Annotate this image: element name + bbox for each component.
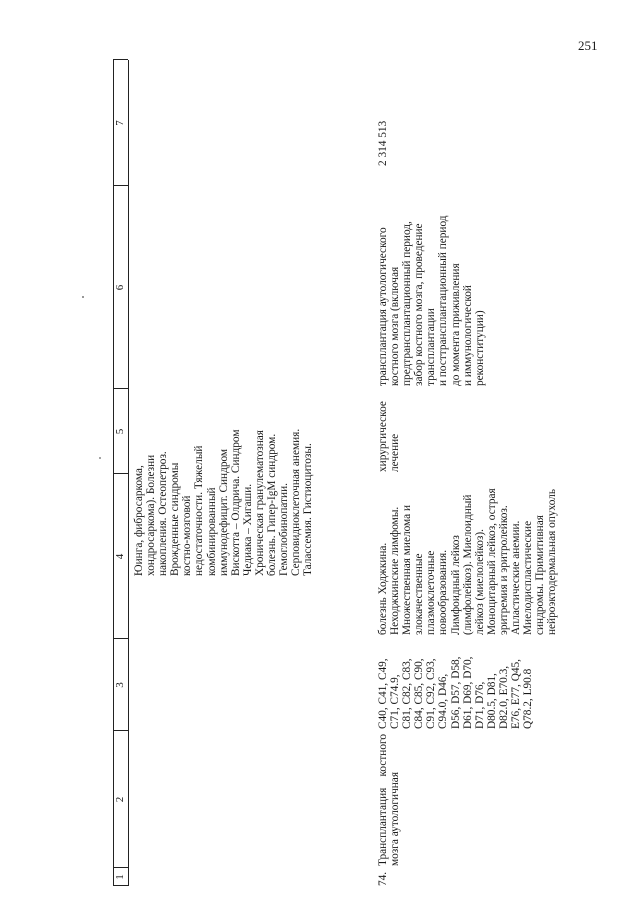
text-line: Миелодиспластические — [522, 520, 535, 635]
column-header-7: 7 — [114, 120, 126, 126]
text-line: (лимфолейкоз). Миелоидный — [461, 494, 474, 635]
text-line: и иммунологической — [461, 285, 474, 386]
column-header-2: 2 — [114, 796, 126, 803]
scan-speck — [99, 457, 101, 459]
text-line: D82.0, E70.3, — [497, 665, 510, 729]
text-line: костного мозга (включая — [389, 266, 402, 386]
text-line: эритремия и эритролейкоз. — [497, 505, 510, 635]
text-line: синдромы. Примитивная — [534, 515, 547, 635]
treatment-method-cell — [377, 190, 486, 386]
text-line: Юинга, фибросаркома, — [133, 465, 145, 576]
text-line: C94.0, D46, — [437, 673, 450, 729]
text-line: C71, C74.9, — [389, 674, 402, 729]
cost-cell — [377, 66, 389, 166]
text-line: плазмоклеточные — [425, 550, 438, 635]
text-line: Хроническая гранулематозная — [253, 430, 266, 576]
text-line: C84, C85, C90, — [413, 658, 426, 729]
text-line: лейкоз (миелолейкоз). — [473, 529, 486, 635]
rotated-row-74 — [113, 60, 629, 886]
text-line: Врожденные синдромы — [169, 462, 182, 576]
text-line: Чедиака – Хигаши. — [241, 483, 254, 576]
column-header-6: 6 — [114, 284, 126, 291]
text-line: Q78.2, L90.8 — [522, 668, 535, 729]
text-line: реконституции) — [473, 310, 486, 386]
page-number: 251 — [578, 38, 598, 53]
text-line: Апластические анемии. — [510, 520, 523, 635]
text-line: Моноцитарный лейкоз, острая — [485, 488, 498, 635]
text-line: злокачественные — [413, 553, 426, 635]
text-line: Серповидноклеточная анемия. — [290, 428, 303, 576]
text-line: мозга аутологичная — [389, 771, 402, 866]
text-line: недостаточности. Тяжелый — [193, 445, 206, 576]
text-line: Лимфоидный лейкоз — [449, 535, 462, 635]
text-line: C81, C82, C83, — [401, 658, 414, 729]
text-line: хондросаркома). Болезни — [145, 454, 158, 576]
text-line: D56, D57, D58, — [449, 656, 462, 729]
text-line: нейроэктодермальная опухоль — [546, 489, 559, 635]
icd-codes-cell — [377, 641, 534, 729]
text-line: комбинированный — [205, 487, 218, 576]
text-line: Гемоглобинопатии. — [278, 483, 291, 576]
cost-value: 2 314 513 — [377, 120, 389, 166]
text-line: лечение — [389, 433, 402, 472]
text-line: до момента приживления — [449, 263, 462, 386]
column-header-5: 5 — [114, 428, 126, 435]
column-header-1: 1 — [114, 874, 126, 880]
text-line: болезнь. Гипер-IgM синдром. — [266, 433, 279, 576]
text-line: накопления. Остеопетроз. — [157, 451, 170, 576]
column-header-4: 4 — [114, 553, 126, 560]
text-line: иммунодефицит. Синдром — [217, 448, 230, 576]
text-line: Талассемия. Гистиоцитозы. — [302, 443, 315, 576]
column-header-3: 3 — [114, 682, 126, 688]
text-line: D61, D69, D70, — [461, 656, 474, 729]
text-line: забор костного мозга, проведение — [413, 223, 426, 386]
text-line: Трансплантация костного — [377, 734, 389, 866]
text-line: новообразования. — [437, 549, 450, 635]
text-line: костно-мозговой — [181, 495, 194, 576]
text-line: болезнь Ходжкина. — [377, 542, 389, 635]
treatment-type-cell — [377, 390, 401, 472]
text-line: E76, E77, Q45, — [510, 659, 523, 729]
text-line: трансплантация аутологического — [377, 227, 389, 386]
text-line: C91, C92, C93, — [425, 658, 438, 729]
text-line: Вискотта – Олдрича. Синдром — [229, 429, 242, 576]
scan-speck — [82, 296, 84, 298]
text-line: C40, C41, C49, — [377, 658, 389, 729]
text-line: D80.5, D81, — [485, 673, 498, 729]
row-number-text: 74. — [377, 871, 389, 886]
text-line: хирургическое — [377, 401, 389, 472]
diagnosis-cell — [377, 475, 558, 635]
text-line: Неходжкинские лимфомы. — [389, 506, 402, 635]
text-line: Множественная миелома и — [401, 504, 414, 635]
text-line: трансплантации — [425, 308, 438, 386]
text-line: D71, D76, — [473, 681, 486, 729]
text-line: предтрансплантационный период, — [401, 221, 414, 386]
text-line: и посттрансплантационный период — [437, 215, 450, 386]
